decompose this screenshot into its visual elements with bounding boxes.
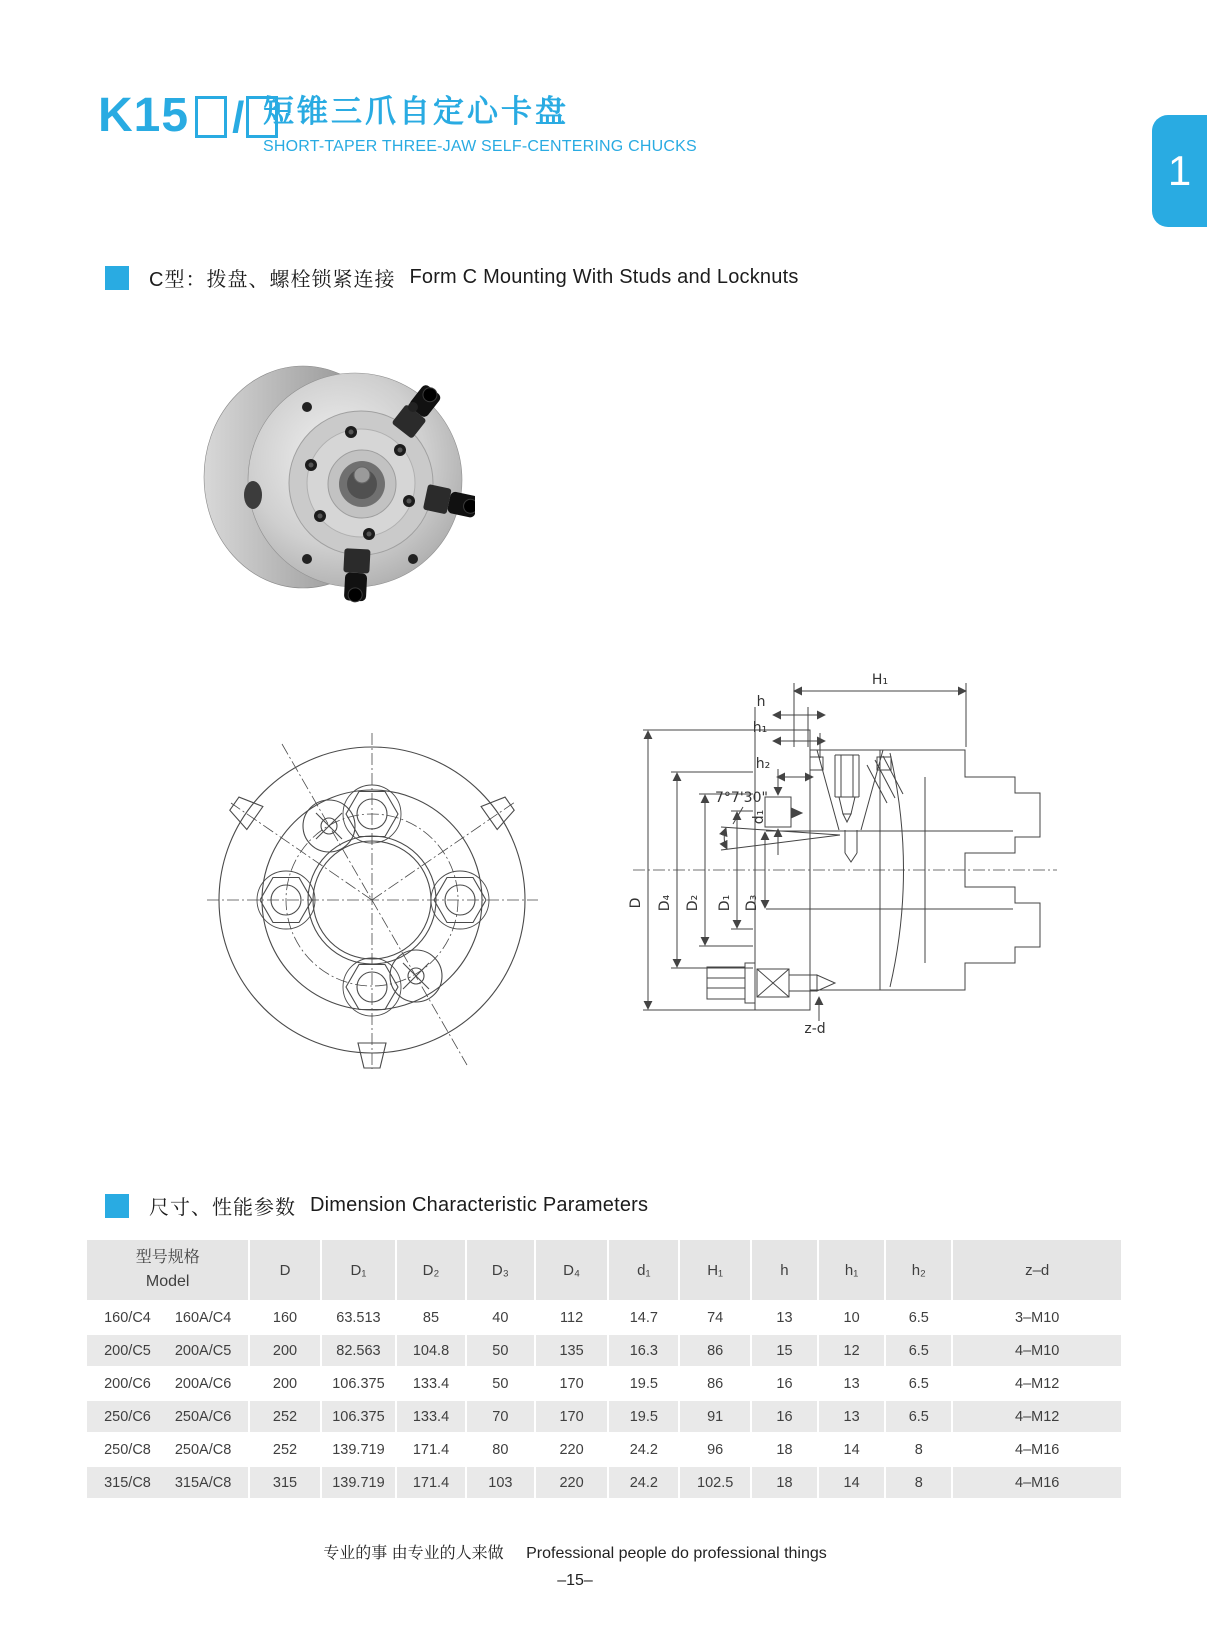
model-cell (87, 1401, 248, 1432)
table-cell: 106.375 (322, 1401, 396, 1432)
table-cell: 170 (536, 1401, 607, 1432)
model-code-heading (98, 89, 281, 142)
model-placeholder-box (195, 96, 227, 138)
model-value: 160A/C4 (174, 1309, 232, 1326)
table-cell: 6.5 (886, 1368, 951, 1399)
model-value: 315A/C8 (174, 1474, 232, 1491)
table-cell: 80 (467, 1434, 534, 1465)
table-cell: 112 (536, 1302, 607, 1333)
table-cell: 18 (752, 1434, 817, 1465)
table-cell: 24.2 (609, 1434, 678, 1465)
slogan-chinese: 专业的事 由专业的人来做 (323, 1545, 504, 1562)
table-row (87, 1368, 1121, 1399)
model-cell (87, 1368, 248, 1399)
dim-label-h: h (756, 694, 766, 710)
column-header: h (752, 1240, 817, 1300)
table-cell: 86 (680, 1368, 749, 1399)
table-cell: 4–M12 (953, 1368, 1121, 1399)
table-cell: 220 (536, 1434, 607, 1465)
cross-section-drawing (595, 625, 1065, 1045)
dim-label-d1: d₁ (751, 809, 767, 825)
table-cell: 19.5 (609, 1401, 678, 1432)
dim-label-D: D (628, 897, 644, 909)
table-cell: 14.7 (609, 1302, 678, 1333)
column-header: D₃ (467, 1240, 534, 1300)
page-number: –15– (557, 1572, 593, 1589)
table-cell: 16 (752, 1368, 817, 1399)
dimension-labels (628, 672, 888, 1037)
model-value: 200A/C5 (174, 1342, 232, 1359)
table-cell: 15 (752, 1335, 817, 1366)
slogan-english: Professional people do professional things (526, 1545, 827, 1562)
table-cell: 102.5 (680, 1467, 749, 1498)
table-cell: 86 (680, 1335, 749, 1366)
model-header-chinese: 型号规格 (135, 1249, 200, 1266)
page-title (263, 86, 697, 156)
table-cell: 63.513 (322, 1302, 396, 1333)
page-title-english: SHORT-TAPER THREE-JAW SELF-CENTERING CHUCKS (263, 138, 697, 155)
table-cell: 4–M12 (953, 1401, 1121, 1432)
model-slash: / (232, 93, 245, 142)
table-cell: 50 (467, 1335, 534, 1366)
table-cell: 133.4 (397, 1368, 464, 1399)
table-cell: 18 (752, 1467, 817, 1498)
table-cell: 82.563 (322, 1335, 396, 1366)
table-cell: 200 (250, 1368, 319, 1399)
table-cell: 6.5 (886, 1335, 951, 1366)
dimension-table (85, 1238, 1123, 1500)
table-cell: 19.5 (609, 1368, 678, 1399)
column-header-model (87, 1240, 248, 1300)
table-cell: 40 (467, 1302, 534, 1333)
table-cell: 3–M10 (953, 1302, 1121, 1333)
dim-label-D4: D₄ (657, 894, 673, 912)
model-cell (87, 1434, 248, 1465)
section-title-chinese: 尺寸、性能参数 (149, 1197, 296, 1219)
table-row (87, 1467, 1121, 1498)
model-value: 250A/C6 (174, 1408, 232, 1425)
column-header: D (250, 1240, 319, 1300)
table-cell: 252 (250, 1401, 319, 1432)
dim-label-H1: H₁ (871, 672, 889, 688)
table-cell: 4–M10 (953, 1335, 1121, 1366)
table-cell: 8 (886, 1434, 951, 1465)
dim-label-angle: 7°7'30" (715, 790, 768, 806)
model-value: 250/C8 (104, 1441, 151, 1458)
table-row (87, 1401, 1121, 1432)
table-cell: 4–M16 (953, 1467, 1121, 1498)
page-title-chinese: 短锥三爪自定心卡盘 (263, 94, 569, 129)
front-view-drawing (205, 695, 540, 1070)
model-cell (87, 1302, 248, 1333)
blue-square-bullet (105, 266, 129, 290)
column-header: D₂ (397, 1240, 464, 1300)
section-title-english: Dimension Characteristic Parameters (310, 1194, 649, 1216)
table-row (87, 1302, 1121, 1333)
section-heading-dimensions (105, 1191, 648, 1220)
table-cell: 220 (536, 1467, 607, 1498)
table-cell: 200 (250, 1335, 319, 1366)
column-header: h₂ (886, 1240, 951, 1300)
table-cell: 16.3 (609, 1335, 678, 1366)
model-header-english: Model (145, 1273, 190, 1290)
model-value: 200/C6 (104, 1375, 151, 1392)
table-cell: 74 (680, 1302, 749, 1333)
table-cell: 8 (886, 1467, 951, 1498)
table-cell: 85 (397, 1302, 464, 1333)
model-value: 160/C4 (104, 1309, 151, 1326)
table-cell: 14 (819, 1434, 884, 1465)
table-row (87, 1434, 1121, 1465)
table-cell: 13 (752, 1302, 817, 1333)
table-cell: 70 (467, 1401, 534, 1432)
model-cell (87, 1467, 248, 1498)
table-cell: 96 (680, 1434, 749, 1465)
model-cell (87, 1335, 248, 1366)
table-cell: 133.4 (397, 1401, 464, 1432)
table-cell: 4–M16 (953, 1434, 1121, 1465)
model-value: 200/C5 (104, 1342, 151, 1359)
model-value: 250A/C8 (174, 1441, 232, 1458)
table-cell: 315 (250, 1467, 319, 1498)
dim-label-D3: D₃ (744, 894, 760, 912)
table-cell: 91 (680, 1401, 749, 1432)
column-header: D₁ (322, 1240, 396, 1300)
table-row (87, 1335, 1121, 1366)
column-header: D₄ (536, 1240, 607, 1300)
table-cell: 13 (819, 1401, 884, 1432)
table-header-row (87, 1240, 1121, 1300)
table-cell: 139.719 (322, 1467, 396, 1498)
table-cell: 104.8 (397, 1335, 464, 1366)
column-header: d₁ (609, 1240, 678, 1300)
table-cell: 160 (250, 1302, 319, 1333)
column-header: h₁ (819, 1240, 884, 1300)
chapter-index-tab (1152, 115, 1207, 227)
model-value: 200A/C6 (174, 1375, 232, 1392)
dim-label-D1: D₁ (717, 894, 733, 912)
table-cell: 6.5 (886, 1302, 951, 1333)
dim-label-h1: h₁ (752, 720, 768, 736)
table-cell: 50 (467, 1368, 534, 1399)
table-cell: 171.4 (397, 1434, 464, 1465)
column-header: H₁ (680, 1240, 749, 1300)
table-cell: 10 (819, 1302, 884, 1333)
chapter-number: 1 (1167, 147, 1192, 194)
table-cell: 24.2 (609, 1467, 678, 1498)
section-title-chinese: C型：拨盘、螺栓锁紧连接 (149, 269, 396, 291)
section-title-english: Form C Mounting With Studs and Locknuts (409, 266, 799, 288)
model-code: K15 (98, 89, 190, 142)
locknuts (257, 785, 489, 1016)
dim-label-zd: z-d (804, 1021, 826, 1037)
column-header: z–d (953, 1240, 1121, 1300)
footer-slogan (0, 1540, 1150, 1563)
blue-square-bullet (105, 1194, 129, 1218)
chuck-photo (195, 345, 475, 610)
table-cell: 135 (536, 1335, 607, 1366)
table-cell: 14 (819, 1467, 884, 1498)
model-value: 250/C6 (104, 1408, 151, 1425)
dim-label-h2: h₂ (755, 756, 771, 772)
table-cell: 6.5 (886, 1401, 951, 1432)
table-cell: 106.375 (322, 1368, 396, 1399)
table-cell: 12 (819, 1335, 884, 1366)
table-cell: 171.4 (397, 1467, 464, 1498)
model-value: 315/C8 (104, 1474, 151, 1491)
table-cell: 170 (536, 1368, 607, 1399)
dim-label-D2: D₂ (685, 894, 701, 912)
table-cell: 103 (467, 1467, 534, 1498)
table-cell: 16 (752, 1401, 817, 1432)
table-cell: 13 (819, 1368, 884, 1399)
table-cell: 252 (250, 1434, 319, 1465)
table-cell: 139.719 (322, 1434, 396, 1465)
section-heading-mounting (105, 263, 799, 292)
